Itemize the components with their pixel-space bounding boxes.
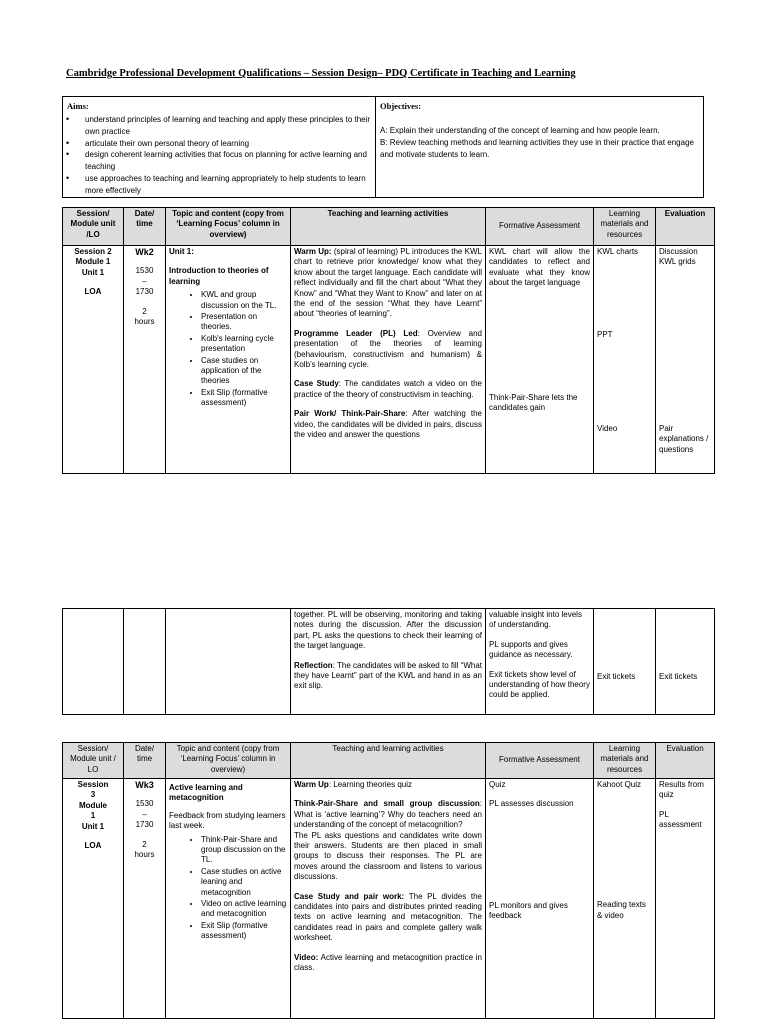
header-session: Session/ Module unit / LO <box>63 743 124 779</box>
aims-heading: Aims: <box>67 101 89 111</box>
case-study-text: The PL divides the candidates into pairs and distributes printed reading texts on active learning and metacognition. The candidates read in pairs and complete gallery walk worksheet. <box>294 891 483 943</box>
resource-reading: Reading texts & video <box>597 900 646 920</box>
list-item: • Exit Slip (formative assessment) <box>201 921 287 942</box>
header-formative: Formative Assessment <box>486 743 594 779</box>
resource-kwl: KWL charts <box>597 247 639 256</box>
video-label: Video: <box>294 952 319 962</box>
warmup-text: : Learning theories quiz <box>328 780 412 789</box>
objectives-section <box>376 97 703 197</box>
start-time: 1530 <box>135 799 154 809</box>
continued-text: together. PL will be observing, monitoring and taking notes during the discussion. After the discussion part, PL asks the questions to check their learning of the target language. <box>294 610 482 651</box>
page-title: Cambridge Professional Development Qualifications – Session Design– PDQ Certificate in Teaching and Learning <box>66 68 576 79</box>
lo-code: LOA <box>84 287 102 297</box>
header-topic: Topic and content (copy from ‘Learning Focus’ column in overview) <box>166 743 291 779</box>
end-time: 1730 <box>135 287 154 297</box>
formative-discussion: PL assesses discussion <box>489 799 574 809</box>
case-study-label: Case Study and pair work: <box>294 891 405 901</box>
list-item: • Exit Slip (formative assessment) <box>201 388 287 409</box>
objective-b: B: Review teaching methods and learning activities they use in their practice that engage and motivate students to learn. <box>380 137 694 159</box>
header-session: Session/ Module unit /LO <box>63 208 124 246</box>
aims-objectives-box <box>62 96 704 198</box>
list-item: • Case studies on application of the theories <box>201 356 287 387</box>
warmup-text: (spiral of learning) PL introduces the KWL chart to retrieve prior knowledge/ know what they know about the target language. Each candidate will reflect individually and fill the chart about “What they Know” and “What they Want to Know” and later on at the end of the session “What they have Learnt” about “theories of learning”. <box>294 247 482 319</box>
warmup-label: Warm Up <box>294 780 329 789</box>
list-item: • Video on active learning and metacognition <box>201 899 287 920</box>
session-2-table <box>62 207 715 474</box>
session-cell <box>63 246 124 474</box>
evaluation-cell <box>656 609 715 715</box>
formative-insight: valuable insight into levels of understanding. <box>489 610 582 630</box>
resource-kahoot: Kahoot Quiz <box>597 780 642 789</box>
duration-value: 2 <box>142 839 147 849</box>
session-2-continued-table <box>62 608 715 715</box>
formative-cell <box>486 246 594 474</box>
aim-item: • design coherent learning activities that focus on planning for active learning and teaching <box>67 149 371 173</box>
week: Wk2 <box>135 247 154 257</box>
topic-title: Introduction to theories of learning <box>169 266 269 286</box>
table-row <box>63 779 715 1019</box>
session-number: 3 <box>90 790 96 800</box>
formative-quiz: Quiz <box>489 780 506 789</box>
aims-section <box>63 97 376 197</box>
date-cell <box>124 779 166 1019</box>
header-resources: Learning materials and resources <box>594 208 656 246</box>
module-label: Module <box>79 800 107 810</box>
tps-text: : What is ‘active learning’? Why do teachers need an understanding of the concept of metacognition? <box>294 799 482 830</box>
session-number: Session 2 <box>74 247 112 256</box>
table-row <box>63 609 715 715</box>
case-study-text: : The candidates watch a video on the practice of the theory of constructivism in teaching. <box>294 379 482 399</box>
time-dash: – <box>142 809 147 819</box>
start-time: 1530 <box>135 266 154 276</box>
header-formative: Formative Assessment <box>486 208 594 246</box>
resources-cell <box>594 246 656 474</box>
tps-label: Think-Pair-Share and small group discussion <box>294 799 480 809</box>
case-study-label: Case Study <box>294 379 339 389</box>
unit-number: Unit 1 <box>81 821 105 831</box>
session-3-table <box>62 742 715 1019</box>
objective-a: A: Explain their understanding of the concept of learning and how people learn. <box>380 126 660 135</box>
list-item: • Think-Pair-Share and group discussion on the TL. <box>201 835 287 866</box>
formative-exit: Exit tickets show level of understanding of how theory could be applied. <box>489 669 590 700</box>
formative-tps: Think-Pair-Share lets the candidates gain <box>489 392 578 413</box>
module-number: Module 1 <box>75 257 111 267</box>
activities-cell <box>291 779 486 1019</box>
header-topic: Topic and content (copy from ‘Learning Focus’ column in overview) <box>166 208 291 246</box>
duration-unit: hours <box>134 317 155 327</box>
warmup-label: Warm Up: <box>294 247 332 256</box>
activities-cell <box>291 609 486 715</box>
topic-list <box>169 290 287 408</box>
formative-support: PL supports and gives guidance as necessary. <box>489 639 573 660</box>
evaluation-cell <box>656 779 715 1019</box>
evaluation-exit-tickets: Exit tickets <box>659 672 698 681</box>
formative-cell <box>486 779 594 1019</box>
video-text: Active learning and metacognition practice in class. <box>294 952 482 973</box>
pl-led-text: : Overview and presentation of the theories of learning (behaviourism, constructivism and humanism) & Kolb’s learning cycle. <box>294 328 482 370</box>
aim-item: • articulate their own personal theory of learning <box>67 138 371 150</box>
session-label: Session <box>77 780 109 789</box>
pl-led-label: Programme Leader (PL) Led <box>294 328 418 338</box>
evaluation-pl: PL assessment <box>659 809 702 830</box>
activities-cell <box>291 246 486 474</box>
evaluation-discussion: Discussion KWL grids <box>659 247 698 267</box>
end-time: 1730 <box>135 820 154 830</box>
evaluation-results: Results from quiz <box>659 780 704 800</box>
time-dash: – <box>142 276 147 286</box>
list-item: • Kolb’s learning cycle presentation <box>201 334 287 355</box>
list-item: • KWL and group discussion on the TL. <box>201 290 287 311</box>
objectives-heading: Objectives: <box>380 101 422 111</box>
aims-list <box>67 114 371 197</box>
table-row <box>63 246 715 474</box>
header-activities: Teaching and learning activities <box>291 743 486 779</box>
topic-cell <box>166 246 291 474</box>
resources-cell <box>594 779 656 1019</box>
topic-feedback: Feedback from studying learners last week. <box>169 810 286 831</box>
topic-cell <box>166 779 291 1019</box>
session-cell <box>63 609 124 715</box>
formative-monitor: PL monitors and gives feedback <box>489 900 568 921</box>
date-cell <box>124 609 166 715</box>
topic-list <box>169 835 287 942</box>
session-cell <box>63 779 124 1019</box>
header-date: Date/ time <box>124 208 166 246</box>
module-number: 1 <box>90 811 96 821</box>
resource-exit-tickets: Exit tickets <box>597 672 636 681</box>
topic-title: Active learning and metacognition <box>169 783 243 803</box>
week: Wk3 <box>135 780 154 790</box>
resources-cell <box>594 609 656 715</box>
list-item: • Presentation on theories. <box>201 312 287 333</box>
header-evaluation: Evaluation <box>656 743 715 779</box>
header-evaluation: Evaluation <box>656 208 715 246</box>
tps-text-detail: The PL asks questions and candidates write down their answers. Students are then placed in small groups to discuss their responses. The PL are moves around the classroom and listens to various discussions. <box>294 830 482 882</box>
header-date: Date/ time <box>124 743 166 779</box>
topic-cell <box>166 609 291 715</box>
list-item: • Case studies on active leaning and metacognition <box>201 867 287 898</box>
lo-code: LOA <box>84 841 102 851</box>
pair-work-label: Pair Work/ Think-Pair-Share <box>294 409 406 419</box>
header-resources: Learning materials and resources <box>594 743 656 779</box>
formative-kwl: KWL chart will allow the candidates to reflect and evaluate what they know about the target language <box>489 247 590 288</box>
unit-number: Unit 1 <box>81 267 105 277</box>
reflection-label: Reflection <box>294 660 333 670</box>
duration-unit: hours <box>134 850 155 860</box>
aim-item: • use approaches to teaching and learning appropriately to help students to learn more effectively <box>67 173 371 197</box>
pair-work-text: : After watching the video, the candidates will be divided in pairs, discuss the video and answer the questions <box>294 409 482 440</box>
aim-item: • understand principles of learning and teaching and apply these principles to their own practice <box>67 114 371 138</box>
topic-unit: Unit 1: <box>169 247 194 256</box>
formative-cell <box>486 609 594 715</box>
resource-video: Video <box>597 423 618 433</box>
date-cell <box>124 246 166 474</box>
evaluation-cell <box>656 246 715 474</box>
duration-value: 2 <box>142 306 147 316</box>
reflection-text: : The candidates will be asked to fill “What they have Learnt” part of the KWL and hand in as an exit slip. <box>294 660 482 691</box>
resource-ppt: PPT <box>597 330 613 340</box>
header-activities: Teaching and learning activities <box>291 208 486 246</box>
evaluation-pair: Pair explanations / questions <box>659 423 709 454</box>
